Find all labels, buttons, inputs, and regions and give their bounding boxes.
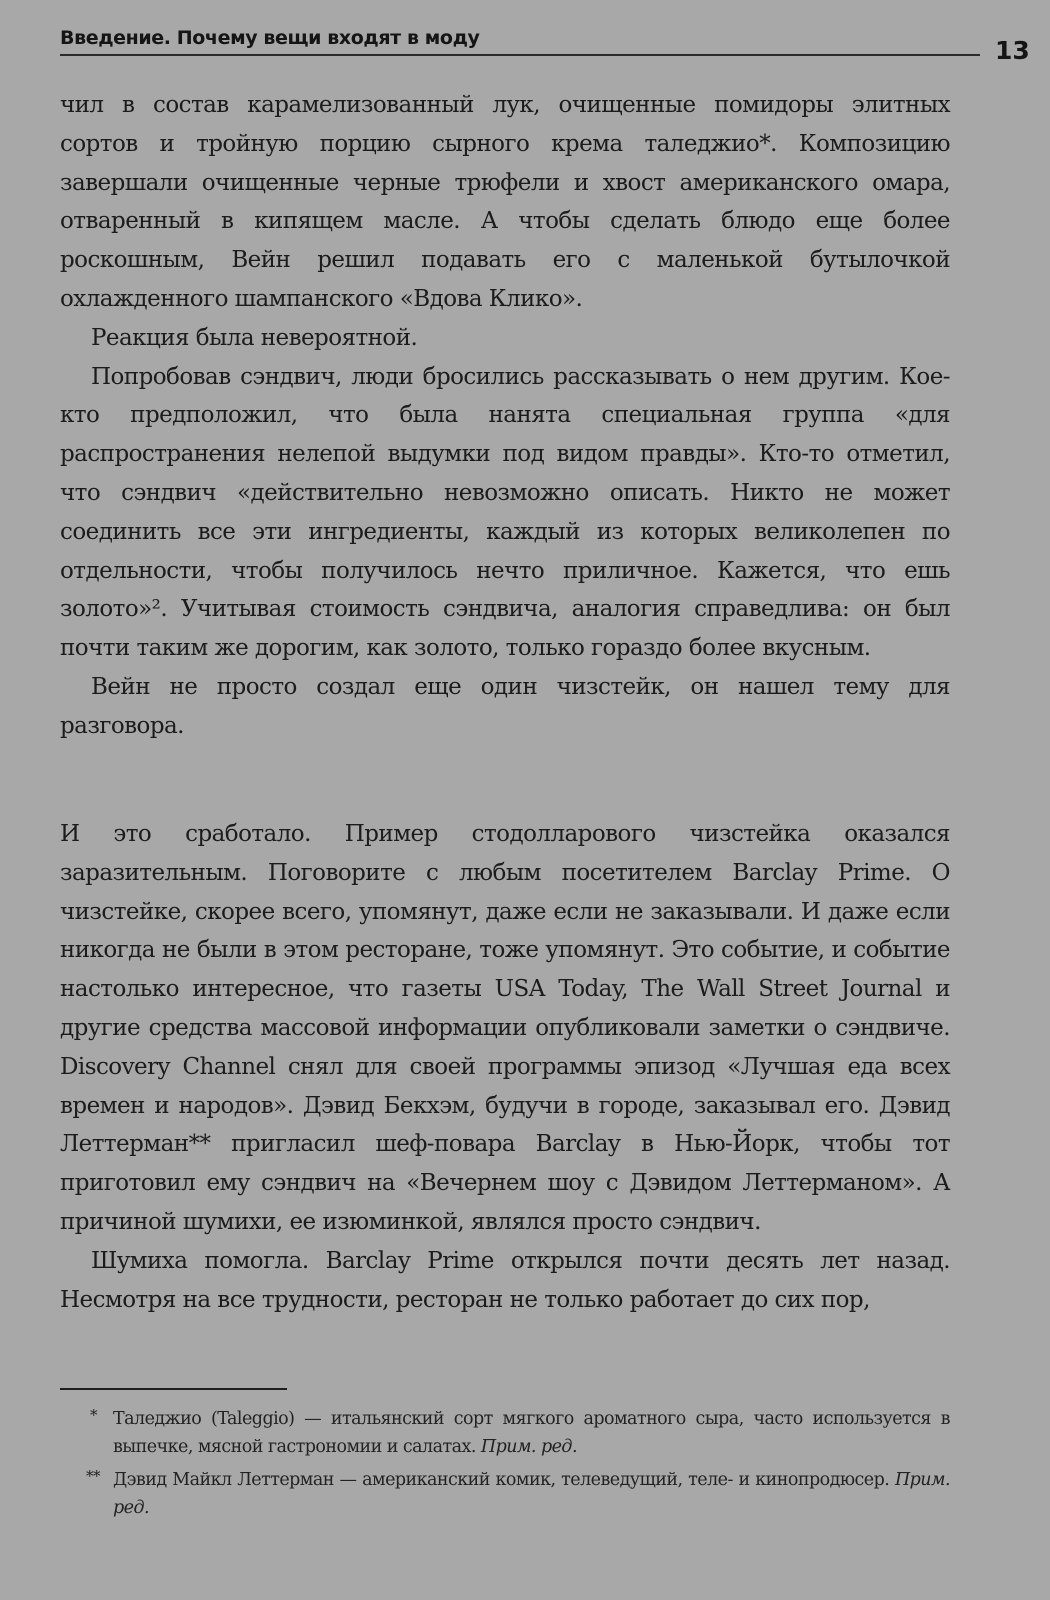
paragraph: чил в состав карамелизованный лук, очищенные помидоры элитных сортов и тройную порцию сырного крема таледжио*. Композицию завершали очищенные черные трюфели и хвост американского омара, отваренный в кипящем масле. А чтобы сделать блюдо еще более роскошным, Вейн решил подавать его с маленькой бутылочкой охлажденного шампанского «Вдова Клико». [60,92,950,312]
running-head [60,24,980,56]
footnote-divider [60,1388,287,1390]
paragraph: Вейн не просто создал еще один чизстейк, он нашел тему для разговора. [60,673,950,739]
body-text-block-1 [60,86,950,746]
footnote-editor-note: Прим. ред. [480,1437,577,1457]
footnote-mark: ** [86,1467,100,1485]
footnote [60,1466,950,1522]
body-text-block-2 [60,815,950,1319]
footnote [60,1405,950,1461]
paragraph: Реакция была невероятной. [91,324,418,351]
paragraph: Шумиха помогла. Barclay Prime открылся почти десять лет назад. Несмотря на все трудности, ресторан не только работает до сих пор, [60,1247,950,1313]
running-head-title: Введение. Почему вещи входят в моду [60,27,480,49]
footnote-text: Дэвид Майкл Леттерман — американский комик, телеведущий, теле- и кинопродюсер. [113,1470,890,1490]
page-number: 13 [995,36,1030,65]
footnotes [60,1405,950,1527]
paragraph: Попробовав сэндвич, люди бросились рассказывать о нем другим. Кое-кто предположил, что была нанята специальная группа «для распространения нелепой выдумки под видом правды». Кто-то отметил, что сэндвич «действительно невозможно описать. Никто не может соединить все эти ингредиенты, каждый из которых великолепен по отдельности, чтобы получилось нечто приличное. Кажется, что ешь золото»². Учитывая стоимость сэндвича, аналогия справедлива: он был почти таким же дорогим, как золото, только гораздо более вкусным. [60,363,950,662]
footnote-text: Таледжио (Taleggio) — итальянский сорт мягкого ароматного сыра, часто используется в выпечке, мясной гастрономии и салатах. [113,1409,950,1457]
paragraph: И это сработало. Пример стодолларового чизстейка оказался заразительным. Поговорите с любым посетителем Barclay Prime. О чизстейке, скорее всего, упомянут, даже если не заказывали. И даже если никогда не были в этом ресторане, тоже упомянут. Это событие, и событие настолько интересное, что газеты USA Today, The Wall Street Journal и другие средства массовой информации опубликовали заметки о сэндвиче. Discovery Channel снял для своей программы эпизод «Лучшая еда всех времен и народов». Дэвид Бекхэм, будучи в городе, заказывал его. Дэвид Леттерман** пригласил шеф-повара Barclay в Нью-Йорк, чтобы тот приготовил ему сэндвич на «Вечернем шоу с Дэвидом Леттерманом». А причиной шумихи, ее изюминкой, являлся просто сэндвич. [60,821,950,1235]
footnote-editor-note: Прим. ред. [113,1470,950,1518]
footnote-mark: * [90,1406,97,1424]
